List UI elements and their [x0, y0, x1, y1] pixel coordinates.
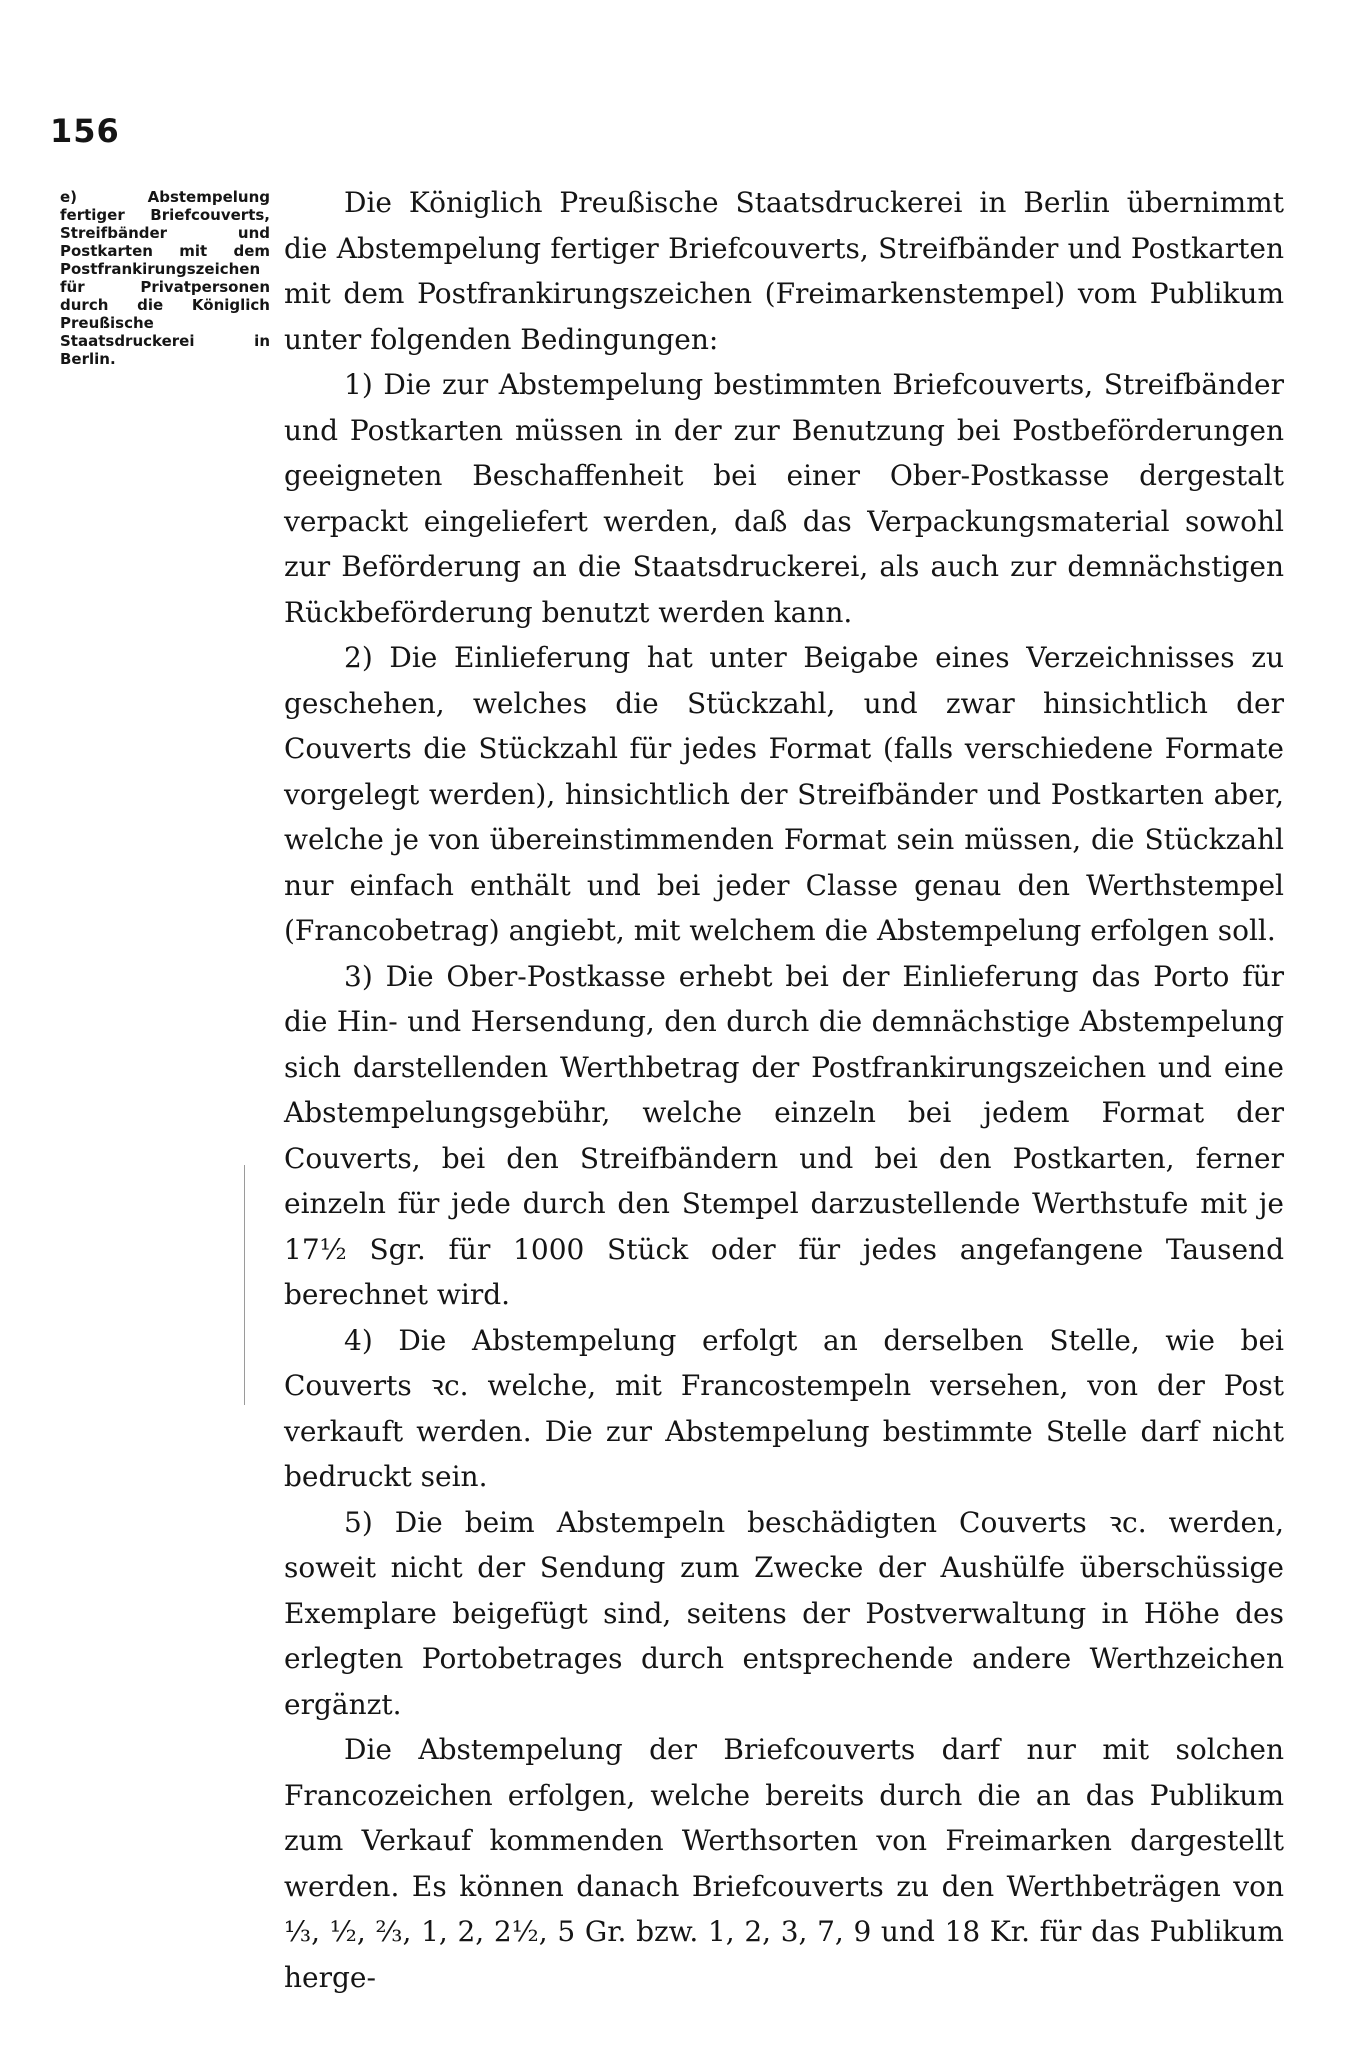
paragraph-2: 2) Die Einlieferung hat unter Beigabe eines Verzeichnisses zu geschehen, welches die Stückzahl, und zwar hinsichtlich der Couverts die Stückzahl für jedes Format (falls verschiedene Formate vorgelegt werden), hinsichtlich der Streifbänder und Postkarten aber, welche je von übereinstimmenden Format sein müssen, die Stückzahl nur einfach enthält und bei jeder Classe genau den Werthstempel (Francobetrag) angiebt, mit welchem die Abstempelung erfolgen soll. [284, 641, 1284, 947]
divider-line [244, 1165, 245, 1405]
paragraph-1: 1) Die zur Abstempelung bestimmten Briefcouverts, Streifbänder und Postkarten müssen in der zur Benutzung bei Postbeförderungen geeigneten Beschaffenheit bei einer Ober-Postkasse dergestalt verpackt eingeliefert werden, daß das Verpackungsmaterial sowohl zur Beförderung an die Staatsdruckerei, als auch zur demnächstigen Rückbeförderung benutzt werden kann. [284, 368, 1284, 629]
body-text [284, 180, 1284, 2000]
margin-note: e) Abstempelung fertiger Briefcouverts, Streifbänder und Postkarten mit dem Postfrankirungszeichen für Privatpersonen durch die Königlich Preußische Staatsdruckerei in Berlin. [60, 188, 270, 368]
paragraph-final: Die Abstempelung der Briefcouverts darf nur mit solchen Francozeichen erfolgen, welche bereits durch die an das Publikum zum Verkauf kommenden Werthsorten von Freimarken dargestellt werden. Es können danach Briefcouverts zu den Werthbeträgen von ⅓, ½, ⅔, 1, 2, 2½, 5 Gr. bzw. 1, 2, 3, 7, 9 und 18 Kr. für das Publikum herge- [284, 1733, 1284, 1994]
paragraph-3: 3) Die Ober-Postkasse erhebt bei der Einlieferung das Porto für die Hin- und Hersendung, den durch die demnächstige Abstempelung sich darstellenden Werthbetrag der Postfrankirungszeichen und eine Abstempelungsgebühr, welche einzeln bei jedem Format der Couverts, bei den Streifbändern und bei den Postkarten, ferner einzeln für jede durch den Stempel darzustellende Werthstufe mit je 17½ Sgr. für 1000 Stück oder für jedes angefangene Tausend berechnet wird. [284, 959, 1284, 1311]
paragraph-4: 4) Die Abstempelung erfolgt an derselben Stelle, wie bei Couverts ꝛc. welche, mit Francostempeln versehen, von der Post verkauft werden. Die zur Abstempelung bestimmte Stelle darf nicht bedruckt sein. [284, 1323, 1284, 1493]
page-number: 156 [50, 112, 120, 150]
paragraph-intro: Die Königlich Preußische Staatsdruckerei in Berlin übernimmt die Abstempelung fertiger Briefcouverts, Streifbänder und Postkarten mit dem Postfrankirungszeichen (Freimarkenstempel) vom Publikum unter folgenden Bedingungen: [284, 186, 1284, 356]
paragraph-5: 5) Die beim Abstempeln beschädigten Couverts ꝛc. werden, soweit nicht der Sendung zum Zwecke der Aushülfe überschüssige Exemplare beigefügt sind, seitens der Postverwaltung in Höhe des erlegten Portobetrages durch entsprechende andere Werthzeichen ergänzt. [284, 1505, 1284, 1721]
